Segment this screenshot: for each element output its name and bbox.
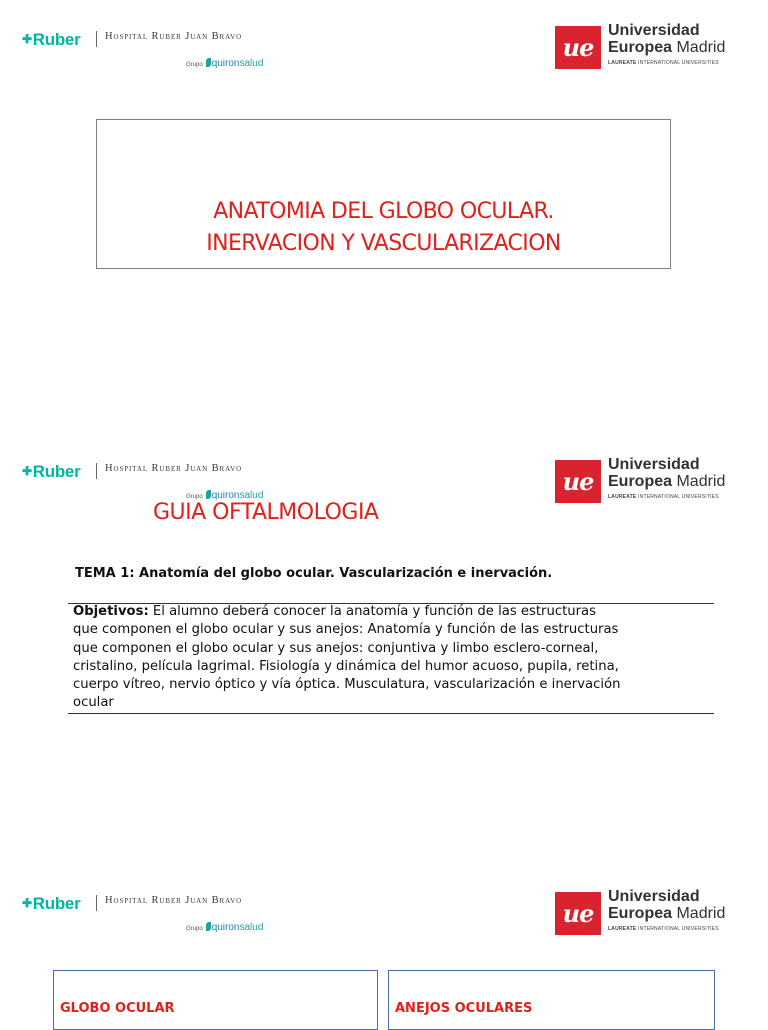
section-box-globo-ocular (53, 970, 378, 1030)
tema-heading: TEMA 1: Anatomía del globo ocular. Vascularización e inervación. (75, 566, 553, 581)
slide-guide (0, 440, 768, 860)
quironsalud-icon (206, 490, 211, 499)
hospital-name: Hospital Ruber Juan Bravo (105, 31, 243, 42)
objetivos-line: ocular (73, 695, 114, 711)
section-box-anejos-oculares (388, 970, 715, 1030)
objetivos-line: Objetivos: El alumno deberá conocer la anatomía y función de las estructuras (73, 604, 596, 619)
objetivos-line: que componen el globo ocular y sus anejos: conjuntiva y limbo esclero-corneal, (73, 640, 599, 656)
quironsalud-icon (206, 922, 211, 931)
objetivos-rule-bottom (68, 713, 714, 714)
guide-title: GUIA OFTALMOLOGIA (153, 500, 379, 525)
objetivos-label: Objetivos: (73, 604, 149, 619)
title-line-1: ANATOMIA DEL GLOBO OCULAR. (213, 199, 554, 224)
universidad-europea-logo: ue Universidad Europea Madrid LAUREATE INTERNATIONAL UNIVERSITIES (555, 460, 755, 506)
title-box (96, 119, 671, 269)
slide-sections (0, 870, 768, 1024)
logo-divider (96, 463, 97, 479)
logo-divider (96, 895, 97, 911)
title-line-2: INERVACION Y VASCULARIZACION (206, 231, 561, 256)
ue-mark-icon: ue (555, 460, 601, 503)
quironsalud-icon (206, 58, 211, 67)
universidad-europea-logo: ue Universidad Europea Madrid LAUREATE INTERNATIONAL UNIVERSITIES (555, 26, 755, 72)
section-label-anejos-oculares: ANEJOS OCULARES (395, 1001, 533, 1016)
quironsalud-group: Grupo quironsalud (186, 490, 264, 501)
ue-mark-icon: ue (555, 892, 601, 935)
objetivos-line: que componen el globo ocular y sus anejos: Anatomía y función de las estructuras (73, 622, 619, 638)
ruber-hospital-logo (22, 894, 322, 934)
ue-mark-icon: ue (555, 26, 601, 69)
quironsalud-group: Grupo quironsalud (186, 58, 264, 69)
ruber-hospital-logo (22, 462, 322, 502)
logo-divider (96, 31, 97, 47)
hospital-name: Hospital Ruber Juan Bravo (105, 463, 243, 474)
objetivos-paragraph (73, 603, 713, 713)
objetivos-line: cuerpo vítreo, nervio óptico y vía óptica. Musculatura, vascularización e inervación (73, 677, 621, 693)
ruber-logo-word: ✚Ruber (22, 462, 81, 481)
hospital-name: Hospital Ruber Juan Bravo (105, 895, 243, 906)
quironsalud-group: Grupo quironsalud (186, 922, 264, 933)
ruber-logo-word: ✚Ruber (22, 894, 81, 913)
universidad-europea-logo: ue Universidad Europea Madrid LAUREATE INTERNATIONAL UNIVERSITIES (555, 892, 755, 938)
ruber-hospital-logo (22, 30, 322, 70)
objetivos-line: cristalino, película lagrimal. Fisiología y dinámica del humor acuoso, pupila, retina, (73, 658, 619, 674)
ruber-logo-word: ✚Ruber (22, 30, 81, 49)
section-label-globo-ocular: GLOBO OCULAR (60, 1001, 175, 1016)
slide-title (0, 0, 768, 420)
